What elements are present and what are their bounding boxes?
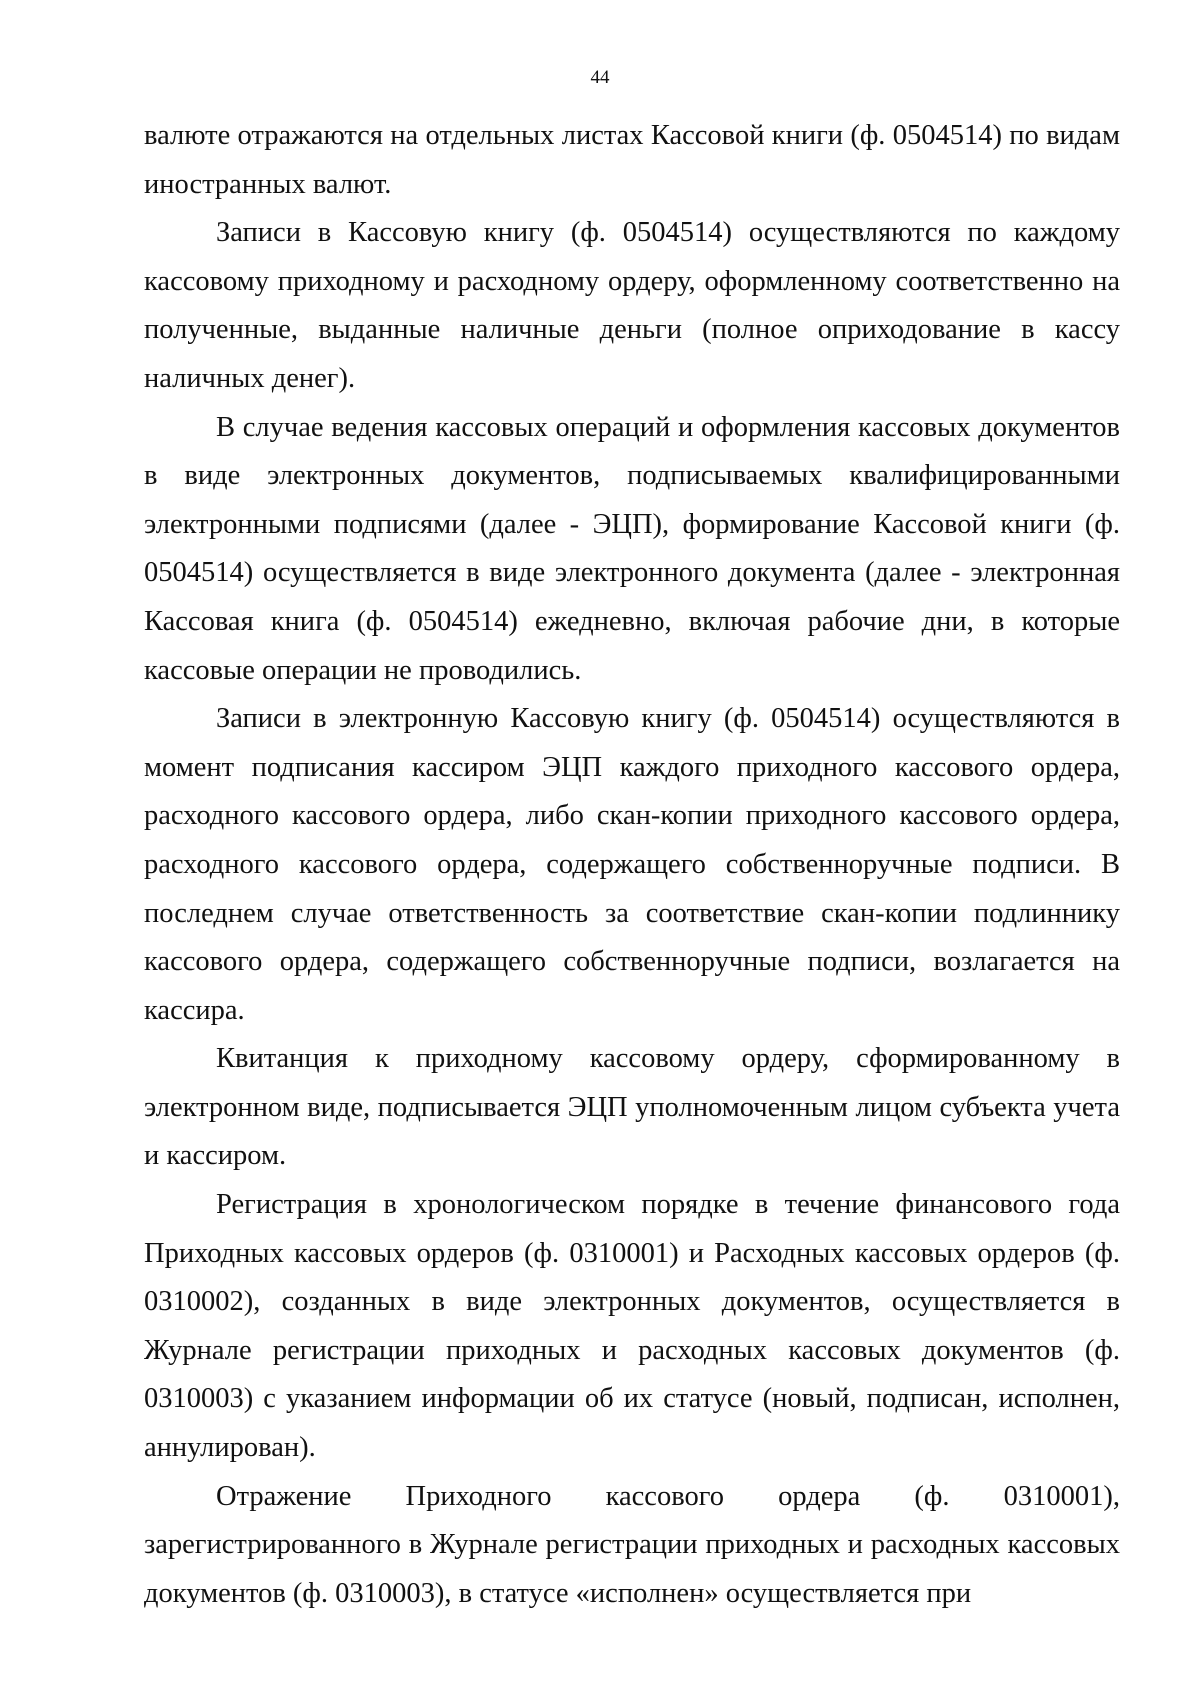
paragraph: Отражение Приходного кассового ордера (ф. 0310001), зарегистрированного в Журнале регистрации приходных и расходных кассовых документов (ф. 0310003), в статусе «исполнен» осуществляется при	[144, 1480, 1120, 1609]
paragraph: валюте отражаются на отдельных листах Кассовой книги (ф. 0504514) по видам иностранных валют.	[144, 120, 1120, 200]
page-number: 44	[590, 67, 610, 88]
paragraph: Квитанция к приходному кассовому ордеру, сформированному в электронном виде, подписывается ЭЦП уполномоченным лицом субъекта учета и кассиром.	[144, 1043, 1120, 1172]
paragraph: Записи в Кассовую книгу (ф. 0504514) осуществляются по каждому кассовому приходному и расходному ордеру, оформленному соответственно на полученные, выданные наличные деньги (полное оприходование в кассу наличных денег).	[144, 217, 1120, 394]
paragraph: Регистрация в хронологическом порядке в течение финансового года Приходных кассовых ордеров (ф. 0310001) и Расходных кассовых ордеров (ф. 0310002), созданных в виде электронных документов, осуществляется в Журнале регистрации приходных и расходных кассовых документов (ф. 0310003) с указанием информации об их статусе (новый, подписан, исполнен, аннулирован).	[144, 1189, 1120, 1464]
paragraph: Записи в электронную Кассовую книгу (ф. 0504514) осуществляются в момент подписания кассиром ЭЦП каждого приходного кассового ордера, расходного кассового ордера, либо скан-копии приходного кассового ордера, расходного кассового ордера, содержащего собственноручные подписи. В последнем случае ответственность за соответствие скан-копии подлиннику кассового ордера, содержащего собственноручные подписи, возлагается на кассира.	[144, 703, 1120, 1026]
paragraph: В случае ведения кассовых операций и оформления кассовых документов в виде электронных документов, подписываемых квалифицированными электронными подписями (далее - ЭЦП), формирование Кассовой книги (ф. 0504514) осуществляется в виде электронного документа (далее - электронная Кассовая книга (ф. 0504514) ежедневно, включая рабочие дни, в которые кассовые операции не проводились.	[144, 411, 1120, 686]
document-body	[144, 112, 1120, 1618]
